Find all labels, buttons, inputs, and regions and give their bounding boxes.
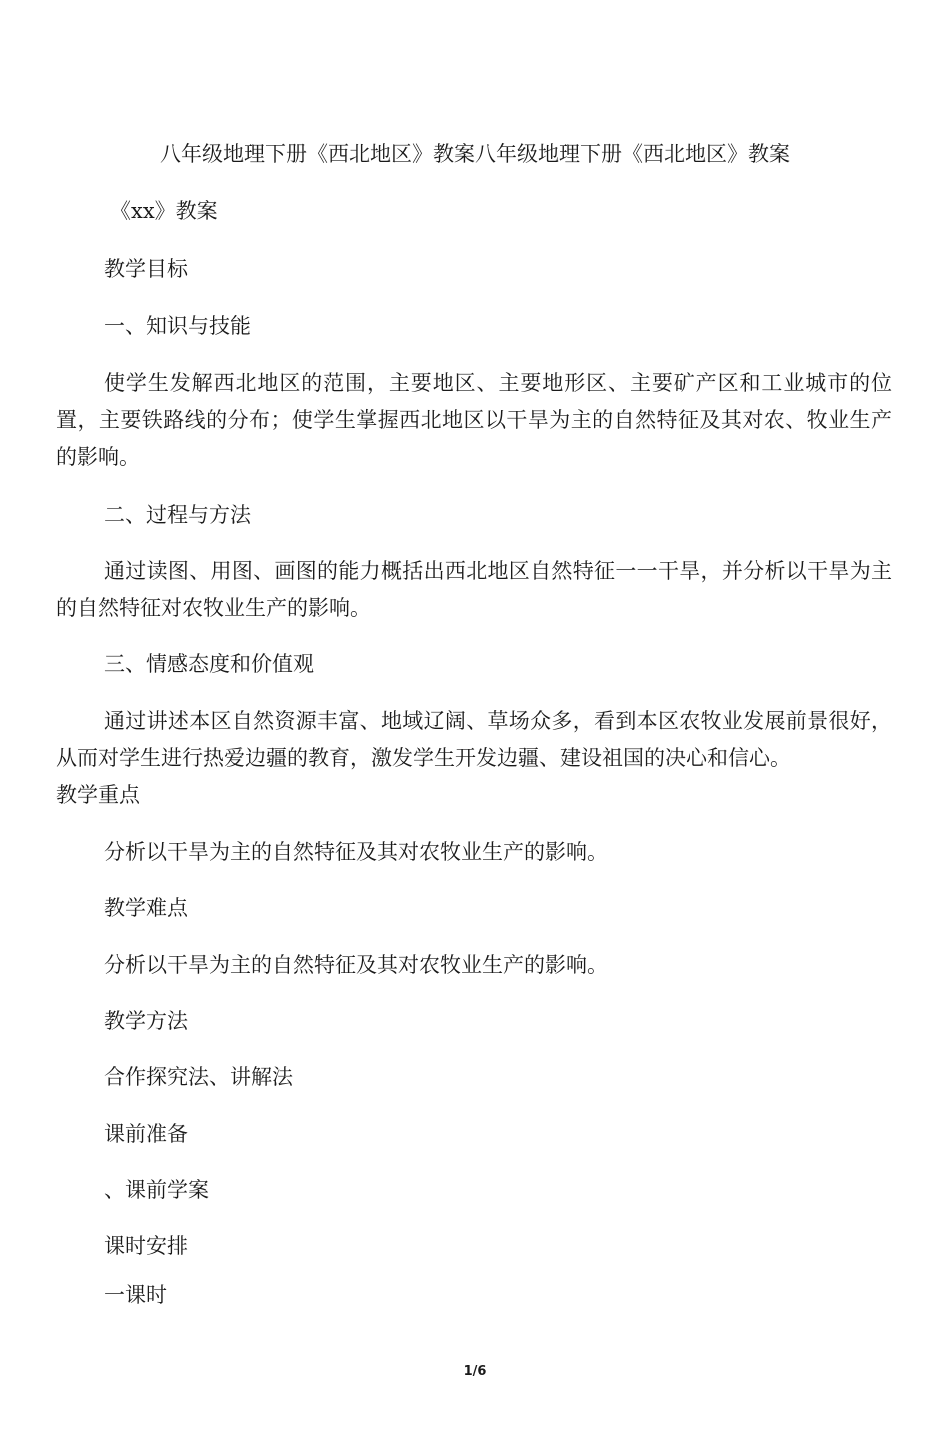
key-points-text: 分析以干旱为主的自然特征及其对农牧业生产的影响。 [104,840,608,864]
methods-text: 合作探究法、讲解法 [104,1065,293,1089]
difficulties-text: 分析以干旱为主的自然特征及其对农牧业生产的影响。 [104,953,608,977]
schedule-text: 一课时 [104,1283,167,1307]
objectives-heading: 教学目标 [104,257,188,281]
section1-text: 使学生发解西北地区的范围，主要地区、主要地形区、主要矿产区和工业城市的位置，主要铁路线的分布；使学生掌握西北地区以干旱为主的自然特征及其对农、牧业生产的影响。 [56,371,892,469]
difficulties-heading: 教学难点 [104,896,188,920]
section3-text: 通过讲述本区自然资源丰富、地域辽阔、草场众多，看到本区农牧业发展前景很好，从而对学生进行热爱边疆的教育，激发学生开发边疆、建设祖国的决心和信心。 [56,709,892,770]
page-indicator: 1/6 [463,1364,487,1379]
document-subtitle: 《xx》教案 [110,199,218,223]
preparation-heading: 课前准备 [104,1122,188,1146]
schedule-heading: 课时安排 [104,1234,188,1258]
section2-text: 通过读图、用图、画图的能力概括出西北地区自然特征一一干旱，并分析以干旱为主的自然特征对农牧业生产的影响。 [56,559,892,620]
section1-heading: 一、知识与技能 [104,314,251,338]
preparation-text: 、课前学案 [104,1178,209,1202]
key-points-heading: 教学重点 [56,783,140,807]
document-title: 八年级地理下册《西北地区》教案八年级地理下册《西北地区》教案 [160,142,790,166]
section2-heading: 二、过程与方法 [104,503,251,527]
methods-heading: 教学方法 [104,1009,188,1033]
section3-heading: 三、情感态度和价值观 [104,652,314,676]
